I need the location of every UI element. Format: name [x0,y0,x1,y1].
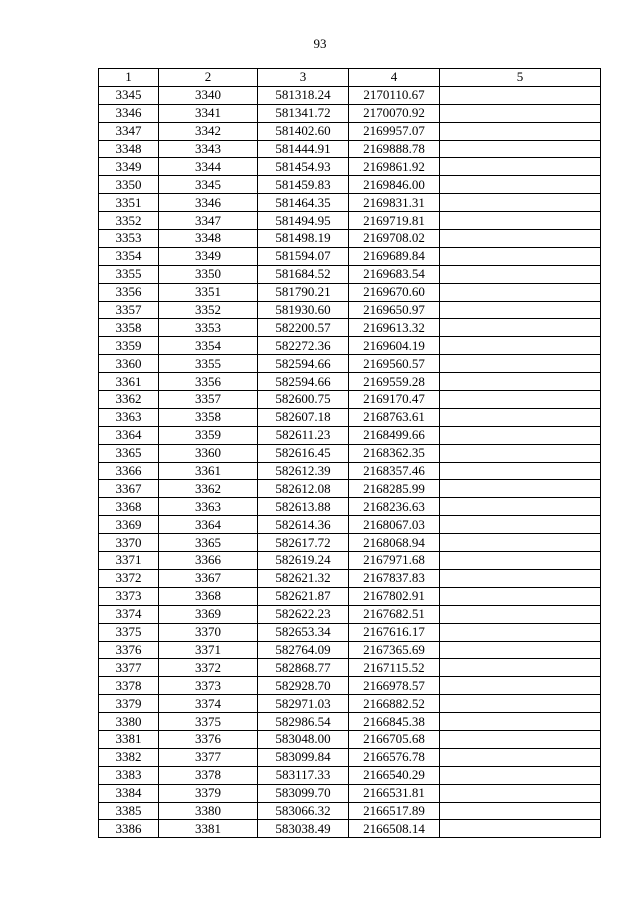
table-cell: 3361 [99,373,159,391]
table-cell [440,784,601,802]
table-cell: 3373 [99,587,159,605]
page-number: 93 [313,36,327,51]
column-header: 5 [440,69,601,87]
table-cell: 2166517.89 [349,802,440,820]
table-cell: 3364 [159,516,258,534]
table-cell [440,730,601,748]
table-cell: 582614.36 [258,516,349,534]
table-cell: 3368 [99,498,159,516]
table-cell: 2166531.81 [349,784,440,802]
table-cell: 3360 [99,355,159,373]
table-row [99,355,601,373]
table-cell: 582653.34 [258,623,349,641]
table-cell [440,677,601,695]
table-cell: 3353 [99,230,159,248]
table-cell: 2166978.57 [349,677,440,695]
table-cell: 582621.87 [258,587,349,605]
coordinates-table [98,68,601,838]
table-cell: 3345 [99,86,159,104]
table-cell: 582612.39 [258,462,349,480]
table-cell: 2169683.54 [349,265,440,283]
table-cell: 3358 [159,408,258,426]
table-cell: 3364 [99,426,159,444]
table-row [99,391,601,409]
table-cell: 3355 [159,355,258,373]
table-cell: 3381 [159,820,258,838]
table-row [99,408,601,426]
table-cell: 582868.77 [258,659,349,677]
table-row [99,516,601,534]
table-cell: 2169689.84 [349,247,440,265]
table-cell: 3375 [99,623,159,641]
table-cell: 2169888.78 [349,140,440,158]
table-cell: 3377 [99,659,159,677]
table-cell: 2169719.81 [349,212,440,230]
table-cell: 2166882.52 [349,695,440,713]
table-cell: 2166508.14 [349,820,440,838]
column-header: 3 [258,69,349,87]
table-cell: 2169559.28 [349,373,440,391]
table-row [99,605,601,623]
table-row [99,587,601,605]
table-cell: 2168236.63 [349,498,440,516]
table-cell [440,641,601,659]
table-cell: 3352 [159,301,258,319]
table-cell: 3372 [99,569,159,587]
table-cell: 3358 [99,319,159,337]
table-cell: 582621.32 [258,569,349,587]
table-cell: 3353 [159,319,258,337]
column-header: 2 [159,69,258,87]
table-cell: 2170070.92 [349,104,440,122]
table-cell: 3352 [99,212,159,230]
table-cell [440,176,601,194]
table-row [99,641,601,659]
table-cell: 3380 [159,802,258,820]
table-cell: 3377 [159,748,258,766]
table-cell [440,713,601,731]
table-cell [440,337,601,355]
table-cell [440,516,601,534]
table-cell: 581444.91 [258,140,349,158]
table-cell: 581464.35 [258,194,349,212]
table-cell [440,104,601,122]
table-cell: 3380 [99,713,159,731]
table-cell: 3354 [99,247,159,265]
table-row [99,301,601,319]
table-cell: 3381 [99,730,159,748]
table-cell: 2168763.61 [349,408,440,426]
table-row [99,766,601,784]
table-cell [440,86,601,104]
table-cell [440,659,601,677]
table-cell: 3367 [99,480,159,498]
table-cell: 2167115.52 [349,659,440,677]
table-cell: 3350 [99,176,159,194]
table-cell: 3366 [99,462,159,480]
table-cell: 3378 [159,766,258,784]
table-cell [440,355,601,373]
table-cell [440,426,601,444]
table-cell: 3341 [159,104,258,122]
table-cell: 2169831.31 [349,194,440,212]
table-row [99,319,601,337]
table-cell: 2167837.83 [349,569,440,587]
table-cell [440,623,601,641]
table-cell: 582986.54 [258,713,349,731]
table-cell [440,194,601,212]
table-cell: 581790.21 [258,283,349,301]
table-cell [440,802,601,820]
table-cell [440,247,601,265]
table-cell: 3355 [99,265,159,283]
table-cell: 583048.00 [258,730,349,748]
table-cell [440,569,601,587]
table-cell: 2167365.69 [349,641,440,659]
table-cell: 3370 [99,534,159,552]
table-cell: 3357 [159,391,258,409]
table-row [99,158,601,176]
table-cell [440,587,601,605]
table-row [99,140,601,158]
table-cell [440,408,601,426]
table-cell: 3378 [99,677,159,695]
table-cell: 3348 [99,140,159,158]
table-cell: 3374 [99,605,159,623]
table-cell: 3365 [99,444,159,462]
table-cell: 3349 [99,158,159,176]
table-row [99,552,601,570]
table-cell [440,820,601,838]
table-cell [440,480,601,498]
table-cell: 583117.33 [258,766,349,784]
table-row [99,230,601,248]
table-cell: 581594.07 [258,247,349,265]
table-cell: 2169604.19 [349,337,440,355]
table-row [99,784,601,802]
table-cell: 2166540.29 [349,766,440,784]
table-cell: 2169846.00 [349,176,440,194]
table-cell: 2169650.97 [349,301,440,319]
table-row [99,337,601,355]
table-row [99,462,601,480]
table-cell: 3356 [99,283,159,301]
table-cell: 581930.60 [258,301,349,319]
table-row [99,373,601,391]
table-cell: 581459.83 [258,176,349,194]
table-cell: 3350 [159,265,258,283]
table-row [99,820,601,838]
column-header: 4 [349,69,440,87]
table-row [99,659,601,677]
table-cell: 2168362.35 [349,444,440,462]
table-cell: 3347 [159,212,258,230]
table-cell: 2166845.38 [349,713,440,731]
table-cell [440,748,601,766]
table-cell: 3367 [159,569,258,587]
table-cell [440,122,601,140]
table-row [99,122,601,140]
table-cell: 3359 [159,426,258,444]
table-cell: 3362 [159,480,258,498]
table-cell: 2169861.92 [349,158,440,176]
table-cell: 2166705.68 [349,730,440,748]
table-cell: 582928.70 [258,677,349,695]
table-cell: 3344 [159,158,258,176]
table-cell: 2169708.02 [349,230,440,248]
table-cell: 3385 [99,802,159,820]
table-cell: 3383 [99,766,159,784]
table-cell: 2167616.17 [349,623,440,641]
table-cell: 3369 [99,516,159,534]
table-cell: 582616.45 [258,444,349,462]
table-cell: 3361 [159,462,258,480]
table-cell: 582617.72 [258,534,349,552]
table-cell: 581318.24 [258,86,349,104]
table-cell: 3371 [159,641,258,659]
table-cell: 2169957.07 [349,122,440,140]
table-cell: 582607.18 [258,408,349,426]
table-row [99,86,601,104]
table-cell: 2168068.94 [349,534,440,552]
table-cell: 582272.36 [258,337,349,355]
table-cell: 3369 [159,605,258,623]
table-cell: 3372 [159,659,258,677]
table-cell [440,301,601,319]
table-cell: 3359 [99,337,159,355]
table-cell: 582612.08 [258,480,349,498]
table-row [99,283,601,301]
table-row [99,194,601,212]
table-cell: 2167971.68 [349,552,440,570]
table-cell: 583066.32 [258,802,349,820]
table-row [99,713,601,731]
table-row [99,426,601,444]
table-row [99,677,601,695]
table-cell [440,212,601,230]
table-row [99,498,601,516]
table-row [99,480,601,498]
table-cell: 3368 [159,587,258,605]
table-cell: 2168067.03 [349,516,440,534]
table-cell: 2168357.46 [349,462,440,480]
table-row [99,444,601,462]
table-cell: 582594.66 [258,355,349,373]
table-cell: 3384 [99,784,159,802]
table-cell [440,265,601,283]
table-row [99,748,601,766]
table-row [99,730,601,748]
table-cell [440,766,601,784]
table-cell: 582764.09 [258,641,349,659]
table-cell: 3342 [159,122,258,140]
table-row [99,623,601,641]
table-cell [440,498,601,516]
table-cell: 2169670.60 [349,283,440,301]
table-cell [440,391,601,409]
table-cell: 3373 [159,677,258,695]
table-cell: 3357 [99,301,159,319]
table-cell: 581402.60 [258,122,349,140]
table-cell [440,319,601,337]
table-cell: 3363 [99,408,159,426]
table-cell: 3379 [99,695,159,713]
table-cell [440,462,601,480]
table-cell: 3366 [159,552,258,570]
table-cell: 3340 [159,86,258,104]
table-cell: 3386 [99,820,159,838]
table-cell [440,605,601,623]
table-cell: 2168285.99 [349,480,440,498]
table-cell: 2167682.51 [349,605,440,623]
table-cell: 2169170.47 [349,391,440,409]
table-cell: 3375 [159,713,258,731]
table-cell: 3365 [159,534,258,552]
table-cell: 3348 [159,230,258,248]
table-cell: 3356 [159,373,258,391]
table-cell: 3371 [99,552,159,570]
table-cell: 583038.49 [258,820,349,838]
table-cell: 582200.57 [258,319,349,337]
table-cell [440,373,601,391]
table-cell: 3376 [159,730,258,748]
table-row [99,802,601,820]
table-row [99,695,601,713]
table-cell: 581494.95 [258,212,349,230]
table-cell [440,158,601,176]
table-cell: 582613.88 [258,498,349,516]
column-header: 1 [99,69,159,87]
table-cell [440,140,601,158]
table-cell: 3349 [159,247,258,265]
table-cell: 582619.24 [258,552,349,570]
table-cell: 581341.72 [258,104,349,122]
table-cell: 3360 [159,444,258,462]
table-cell: 3382 [99,748,159,766]
table-cell: 3346 [159,194,258,212]
table-cell: 2169613.32 [349,319,440,337]
table-cell [440,444,601,462]
table-row [99,212,601,230]
table-header-row [99,69,601,87]
table-cell [440,230,601,248]
table-cell: 582594.66 [258,373,349,391]
table-cell: 3370 [159,623,258,641]
table-cell [440,283,601,301]
table-cell: 3351 [99,194,159,212]
table-row [99,265,601,283]
table-cell: 2166576.78 [349,748,440,766]
table-cell: 3362 [99,391,159,409]
table-row [99,534,601,552]
table-cell: 3379 [159,784,258,802]
table-cell: 582622.23 [258,605,349,623]
table-cell: 583099.84 [258,748,349,766]
table-cell: 3347 [99,122,159,140]
table-cell: 3345 [159,176,258,194]
table-cell: 3343 [159,140,258,158]
table-cell [440,552,601,570]
table-row [99,569,601,587]
table-cell: 3376 [99,641,159,659]
table-cell: 583099.70 [258,784,349,802]
table-cell: 2169560.57 [349,355,440,373]
table-cell: 3346 [99,104,159,122]
table-cell: 581684.52 [258,265,349,283]
table-cell: 3354 [159,337,258,355]
table-cell: 3374 [159,695,258,713]
table-cell: 2167802.91 [349,587,440,605]
table-cell [440,534,601,552]
table-cell: 3363 [159,498,258,516]
table-body [99,86,601,837]
table-cell: 581454.93 [258,158,349,176]
table-row [99,247,601,265]
table-row [99,104,601,122]
table-cell: 2170110.67 [349,86,440,104]
table-cell: 582611.23 [258,426,349,444]
table-cell: 581498.19 [258,230,349,248]
table-cell: 3351 [159,283,258,301]
table-row [99,176,601,194]
table-cell: 582971.03 [258,695,349,713]
table-cell: 582600.75 [258,391,349,409]
table-cell: 2168499.66 [349,426,440,444]
table-cell [440,695,601,713]
